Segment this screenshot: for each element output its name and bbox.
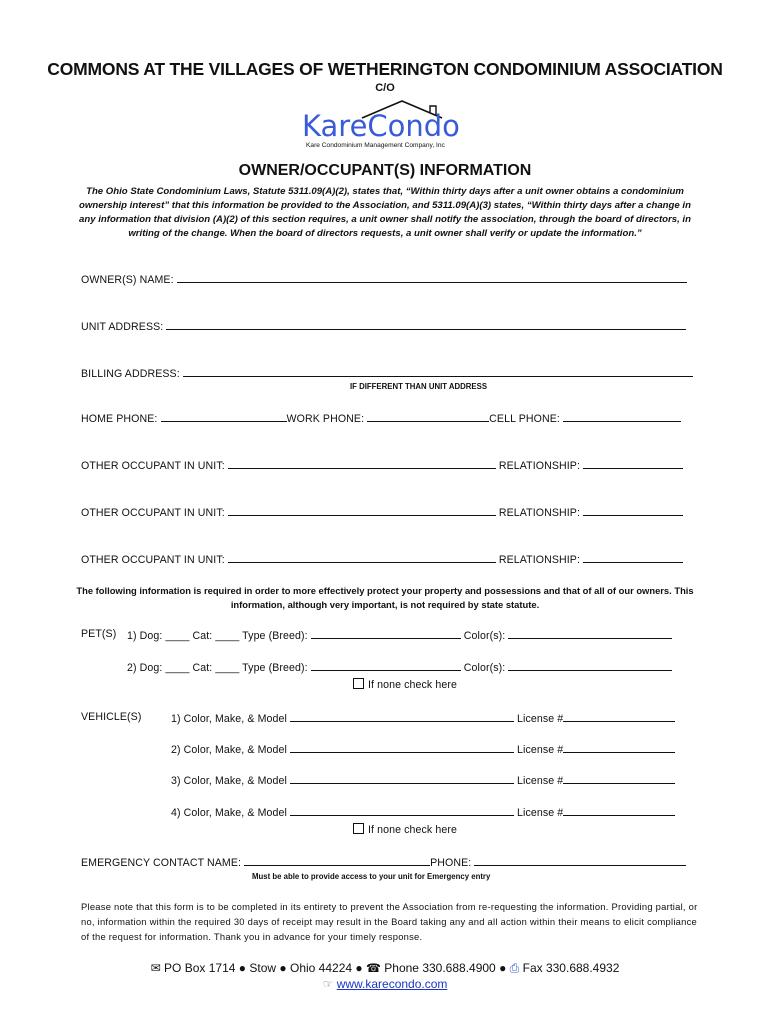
pet-1-colors-label: Color(s): xyxy=(463,630,506,642)
cell-phone-label: CELL PHONE: xyxy=(489,413,560,425)
relationship-field[interactable] xyxy=(583,552,683,563)
bullet-icon: ● xyxy=(238,961,247,975)
security-info-note: The following information is required in order to more effectively protect your property and possessions and that of all of our owners. This information, although very important, is not required by state statute. xyxy=(76,585,694,610)
fax-number: Fax 330.688.4932 xyxy=(522,961,620,975)
phone-icon: ☎ xyxy=(365,961,381,975)
vehicle-row xyxy=(171,742,675,756)
unit-address-label: UNIT ADDRESS: xyxy=(81,321,164,333)
relationship-label: RELATIONSHIP: xyxy=(498,507,581,519)
svg-text:Kare Condominium Management Co: Kare Condominium Management Company, Inc xyxy=(306,142,445,149)
website-link[interactable]: www.karecondo.com xyxy=(336,977,448,991)
emergency-note: Must be able to provide access to your unit for Emergency entry xyxy=(252,872,491,881)
association-title: COMMONS AT THE VILLAGES OF WETHERINGTON CONDOMINIUM ASSOCIATION xyxy=(47,59,723,79)
relationship-label: RELATIONSHIP: xyxy=(498,460,581,472)
roof-graphic xyxy=(300,98,470,150)
pet-1-label: 1) Dog: ____ Cat: ____ Type (Breed): xyxy=(127,630,308,642)
owners-name-label: OWNER(S) NAME: xyxy=(81,274,174,286)
svg-text:KareCondo: KareCondo xyxy=(302,109,460,143)
vehicle-row xyxy=(171,805,675,819)
billing-address-field[interactable] xyxy=(183,366,693,377)
vehicle-4-license-field[interactable] xyxy=(563,805,675,816)
po-box: PO Box 1714 xyxy=(164,961,236,975)
closing-paragraph: Please note that this form is to be completed in its entirety to prevent the Association from re-requesting the information. Providing partial, or no, information within the required 30 days of receipt may result in the Board taking any and all action within their means to elicit compliance of the request for information. Thank you in advance for your timely response. xyxy=(81,901,698,942)
vehicle-row xyxy=(171,773,675,787)
vehicle-row xyxy=(171,711,675,725)
other-occupant-field[interactable] xyxy=(228,552,496,563)
pet-2-breed-field[interactable] xyxy=(311,660,461,671)
care-of-label: C/O xyxy=(375,82,395,94)
vehicles-none-checkbox[interactable] xyxy=(353,823,364,834)
statute-intro: The Ohio State Condominium Laws, Statute 5311.09(A)(2), states that, “Within thirty days after a unit owner obtains a condominium ownership interest” that this information be provided to the Association, and 5311.09(A)(3) states, “Within thirty days after a change in any information that division (A)(2) of this section requires, a unit owner shall notify the association, through the board of directors, in writing of the change. When the board of directors requests, a unit owner shall verify or update the information.” xyxy=(79,186,691,239)
karecondo-logo xyxy=(300,98,470,150)
occupant-row xyxy=(81,458,683,472)
billing-address-row xyxy=(81,366,693,380)
emergency-row xyxy=(81,855,686,869)
billing-address-label: BILLING ADDRESS: xyxy=(81,368,180,380)
emergency-name-label: EMERGENCY CONTACT NAME: xyxy=(81,857,242,869)
vehicle-1-model-field[interactable] xyxy=(290,711,514,722)
relationship-field[interactable] xyxy=(583,505,683,516)
occupant-row xyxy=(81,552,683,566)
vehicle-2-license-field[interactable] xyxy=(563,742,675,753)
bullet-icon: ● xyxy=(279,961,287,975)
phone-row xyxy=(81,411,681,425)
vehicles-none-row xyxy=(353,823,457,836)
vehicle-2-license-label: License # xyxy=(517,744,564,756)
vehicle-1-license-field[interactable] xyxy=(563,711,675,722)
vehicle-3-license-field[interactable] xyxy=(563,773,675,784)
unit-address-field[interactable] xyxy=(166,319,686,330)
vehicles-label: VEHICLE(S) xyxy=(81,711,142,723)
section-title: OWNER/OCCUPANT(S) INFORMATION xyxy=(238,162,532,179)
pets-none-checkbox[interactable] xyxy=(353,678,364,689)
home-phone-field[interactable] xyxy=(161,411,287,422)
vehicle-3-label: 3) Color, Make, & Model xyxy=(171,775,287,787)
bullet-icon: ● xyxy=(355,961,363,975)
pet-row-1 xyxy=(127,628,672,642)
other-occupant-label: OTHER OCCUPANT IN UNIT: xyxy=(81,507,225,519)
pet-2-colors-label: Color(s): xyxy=(463,662,506,674)
owners-name-field[interactable] xyxy=(177,272,687,283)
emergency-name-field[interactable] xyxy=(244,855,430,866)
other-occupant-label: OTHER OCCUPANT IN UNIT: xyxy=(81,460,225,472)
pets-none-label: If none check here xyxy=(368,679,457,691)
envelope-icon: ✉ xyxy=(150,961,161,975)
fax-icon: ⎙ xyxy=(509,961,520,975)
emergency-phone-field[interactable] xyxy=(474,855,686,866)
pet-2-colors-field[interactable] xyxy=(508,660,672,671)
other-occupant-field[interactable] xyxy=(228,458,496,469)
billing-note: IF DIFFERENT THAN UNIT ADDRESS xyxy=(350,382,488,391)
city: Stow xyxy=(249,961,277,975)
unit-address-row xyxy=(81,319,686,333)
emergency-phone-label: PHONE: xyxy=(430,857,472,869)
pet-1-colors-field[interactable] xyxy=(508,628,672,639)
vehicles-none-label: If none check here xyxy=(368,824,457,836)
vehicle-3-license-label: License # xyxy=(517,775,564,787)
other-occupant-field[interactable] xyxy=(228,505,496,516)
vehicle-1-label: 1) Color, Make, & Model xyxy=(171,713,287,725)
pets-label: PET(S) xyxy=(81,628,117,640)
bullet-icon: ● xyxy=(499,961,507,975)
footer-website xyxy=(0,977,770,991)
owners-name-row xyxy=(81,272,687,286)
cell-phone-field[interactable] xyxy=(563,411,681,422)
relationship-field[interactable] xyxy=(583,458,683,469)
pointer-hand-icon: ☞ xyxy=(322,977,334,991)
vehicle-4-model-field[interactable] xyxy=(290,805,514,816)
vehicle-2-label: 2) Color, Make, & Model xyxy=(171,744,287,756)
vehicle-4-license-label: License # xyxy=(517,807,564,819)
vehicle-4-label: 4) Color, Make, & Model xyxy=(171,807,287,819)
home-phone-label: HOME PHONE: xyxy=(81,413,158,425)
pets-none-row xyxy=(353,678,457,691)
occupant-row xyxy=(81,505,683,519)
state-zip: Ohio 44224 xyxy=(289,961,353,975)
phone-number: Phone 330.688.4900 xyxy=(384,961,496,975)
other-occupant-label: OTHER OCCUPANT IN UNIT: xyxy=(81,554,225,566)
pet-row-2 xyxy=(127,660,672,674)
vehicle-3-model-field[interactable] xyxy=(290,773,514,784)
vehicle-2-model-field[interactable] xyxy=(290,742,514,753)
pet-1-breed-field[interactable] xyxy=(311,628,461,639)
footer-contact xyxy=(0,961,770,976)
relationship-label: RELATIONSHIP: xyxy=(498,554,581,566)
vehicle-1-license-label: License # xyxy=(517,713,564,725)
work-phone-field[interactable] xyxy=(367,411,489,422)
work-phone-label: WORK PHONE: xyxy=(286,413,365,425)
pet-2-label: 2) Dog: ____ Cat: ____ Type (Breed): xyxy=(127,662,308,674)
